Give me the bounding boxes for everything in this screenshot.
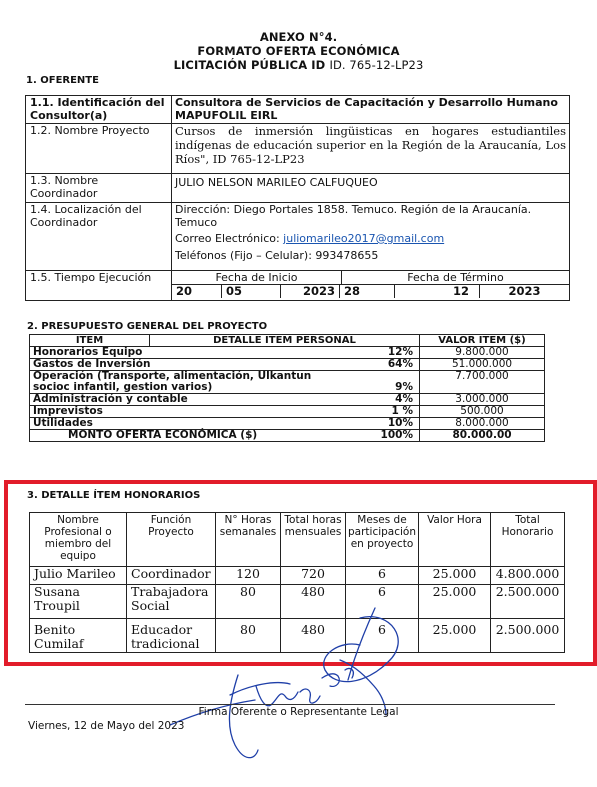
budget-row	[30, 359, 545, 371]
col-total: Total Honorario	[491, 513, 565, 567]
col-horas-sem: N° Horas semanales	[216, 513, 281, 567]
budget-row	[30, 394, 545, 406]
budget-pct: 12%	[350, 347, 420, 359]
section3-title: 3. DETALLE ÍTEM HONORARIOS	[27, 490, 201, 501]
tender-title	[0, 58, 597, 72]
horas-sem-cell: 80	[216, 585, 281, 619]
handwritten-signature-icon	[160, 600, 420, 770]
horas-sem-cell: 80	[216, 619, 281, 653]
tiempo-value	[172, 271, 570, 301]
coordinador-label: 1.3. Nombre Coordinador	[26, 174, 172, 203]
budget-valor: 8.000.000	[420, 418, 545, 430]
termino-month: 12	[395, 285, 480, 298]
total-cell: 4.800.000	[491, 567, 565, 585]
budget-pct: 64%	[350, 359, 420, 371]
total-label: MONTO OFERTA ECONÓMICA ($)	[30, 430, 351, 442]
valor-hora-cell: 25.000	[419, 585, 491, 619]
identificacion-label: 1.1. Identificación del Consultor(a)	[26, 96, 172, 124]
budget-row	[30, 406, 545, 418]
horas-sem-cell: 120	[216, 567, 281, 585]
horas-mes-cell: 480	[281, 619, 346, 653]
budget-valor: 9.800.000	[420, 347, 545, 359]
total-valor: 80.000.00	[420, 430, 545, 442]
meses-cell: 6	[346, 567, 419, 585]
col-meses: Meses de participación en proyecto	[346, 513, 419, 567]
correo-line	[175, 231, 566, 246]
col-nombre: Nombre Profesional o miembro del equipo	[30, 513, 127, 567]
email-link[interactable]: juliomarileo2017@gmail.com	[283, 232, 445, 245]
nombre-cell: Benito Cumilaf	[30, 619, 127, 653]
annex-title: ANEXO N°4.	[259, 30, 338, 44]
col-valor: VALOR ITEM ($)	[420, 335, 545, 347]
localizacion-label: 1.4. Localización del Coordinador	[26, 203, 172, 271]
budget-valor: 3.000.000	[420, 394, 545, 406]
col-valor-hora: Valor Hora	[419, 513, 491, 567]
budget-item: Gastos de Inversión	[30, 359, 351, 371]
budget-item: Administración y contable	[30, 394, 351, 406]
total-pct: 100%	[350, 430, 420, 442]
nombre-cell: Julio Marileo	[30, 567, 127, 585]
horas-mes-cell: 480	[281, 585, 346, 619]
oferente-table	[25, 95, 570, 301]
coordinador-value: JULIO NELSON MARILEO CALFUQUEO	[172, 174, 570, 203]
col-horas-mes: Total horas mensuales	[281, 513, 346, 567]
col-item: ITEM	[30, 335, 150, 347]
total-cell: 2.500.000	[491, 585, 565, 619]
budget-row	[30, 418, 545, 430]
budget-item: Operación (Transporte, alimentación, Ulkantun socioc infantil, gestion varios)	[30, 371, 351, 394]
horas-mes-cell: 720	[281, 567, 346, 585]
budget-valor: 500.000	[420, 406, 545, 418]
budget-total-row	[30, 430, 545, 442]
localizacion-value	[172, 203, 570, 271]
proyecto-label: 1.2. Nombre Proyecto	[26, 124, 172, 174]
inicio-day: 20	[172, 285, 222, 298]
identificacion-value: Consultora de Servicios de Capacitación y Desarrollo Humano MAPUFOLIL EIRL	[172, 96, 570, 124]
budget-item: Utilidades	[30, 418, 351, 430]
budget-pct: 4%	[350, 394, 420, 406]
tiempo-label: 1.5. Tiempo Ejecución	[26, 271, 172, 301]
col-detalle: DETALLE ITEM PERSONAL	[150, 335, 420, 347]
nombre-cell: Susana Troupil	[30, 585, 127, 619]
budget-row	[30, 371, 545, 394]
budget-item: Honorarios Equipo	[30, 347, 351, 359]
budget-pct: 10%	[350, 418, 420, 430]
budget-valor: 51.000.000	[420, 359, 545, 371]
section2-title: 2. PRESUPUESTO GENERAL DEL PROYECTO	[27, 321, 268, 332]
tender-id: ID. 765-12-LP23	[329, 58, 424, 72]
meses-cell: 6	[346, 619, 419, 653]
budget-pct: 9%	[350, 371, 420, 394]
budget-valor: 7.700.000	[420, 371, 545, 394]
direccion: Dirección: Diego Portales 1858. Temuco. Región de la Araucanía. Temuco	[175, 203, 532, 229]
budget-row	[30, 347, 545, 359]
termino-label: Fecha de Término	[407, 271, 504, 284]
inicio-label: Fecha de Inicio	[172, 271, 342, 284]
telefonos: Teléfonos (Fijo – Celular): 993478655	[175, 249, 379, 262]
inicio-month: 05	[222, 285, 281, 298]
correo-label: Correo Electrónico:	[175, 232, 280, 245]
funcion-cell: Educador tradicional	[127, 619, 216, 653]
budget-pct: 1 %	[350, 406, 420, 418]
proyecto-value: Cursos de inmersión lingüisticas en hogares estudiantiles indígenas de educación superior en la Región de la Araucanía, Los Ríos", ID 765-12-LP23	[172, 124, 570, 174]
funcion-cell: Trabajadora Social	[127, 585, 216, 619]
total-cell: 2.500.000	[491, 619, 565, 653]
document-date: Viernes, 12 de Mayo del 2023	[28, 720, 185, 732]
termino-day: 28	[340, 285, 395, 298]
table-row	[30, 567, 565, 585]
funcion-cell: Coordinador	[127, 567, 216, 585]
signature-caption: Firma Oferente o Representante Legal	[198, 706, 399, 718]
section1-title: 1. OFERENTE	[26, 75, 99, 86]
termino-year: 2023	[508, 284, 541, 298]
meses-cell: 6	[346, 585, 419, 619]
valor-hora-cell: 25.000	[419, 619, 491, 653]
tender-prefix: LICITACIÓN PÚBLICA ID	[173, 58, 326, 72]
budget-item: Imprevistos	[30, 406, 351, 418]
inicio-year: 2023	[281, 285, 340, 298]
col-funcion: Función Proyecto	[127, 513, 216, 567]
format-title: FORMATO OFERTA ECONÓMICA	[197, 44, 400, 58]
signature-line	[25, 704, 555, 705]
valor-hora-cell: 25.000	[419, 567, 491, 585]
presupuesto-table	[29, 334, 545, 442]
